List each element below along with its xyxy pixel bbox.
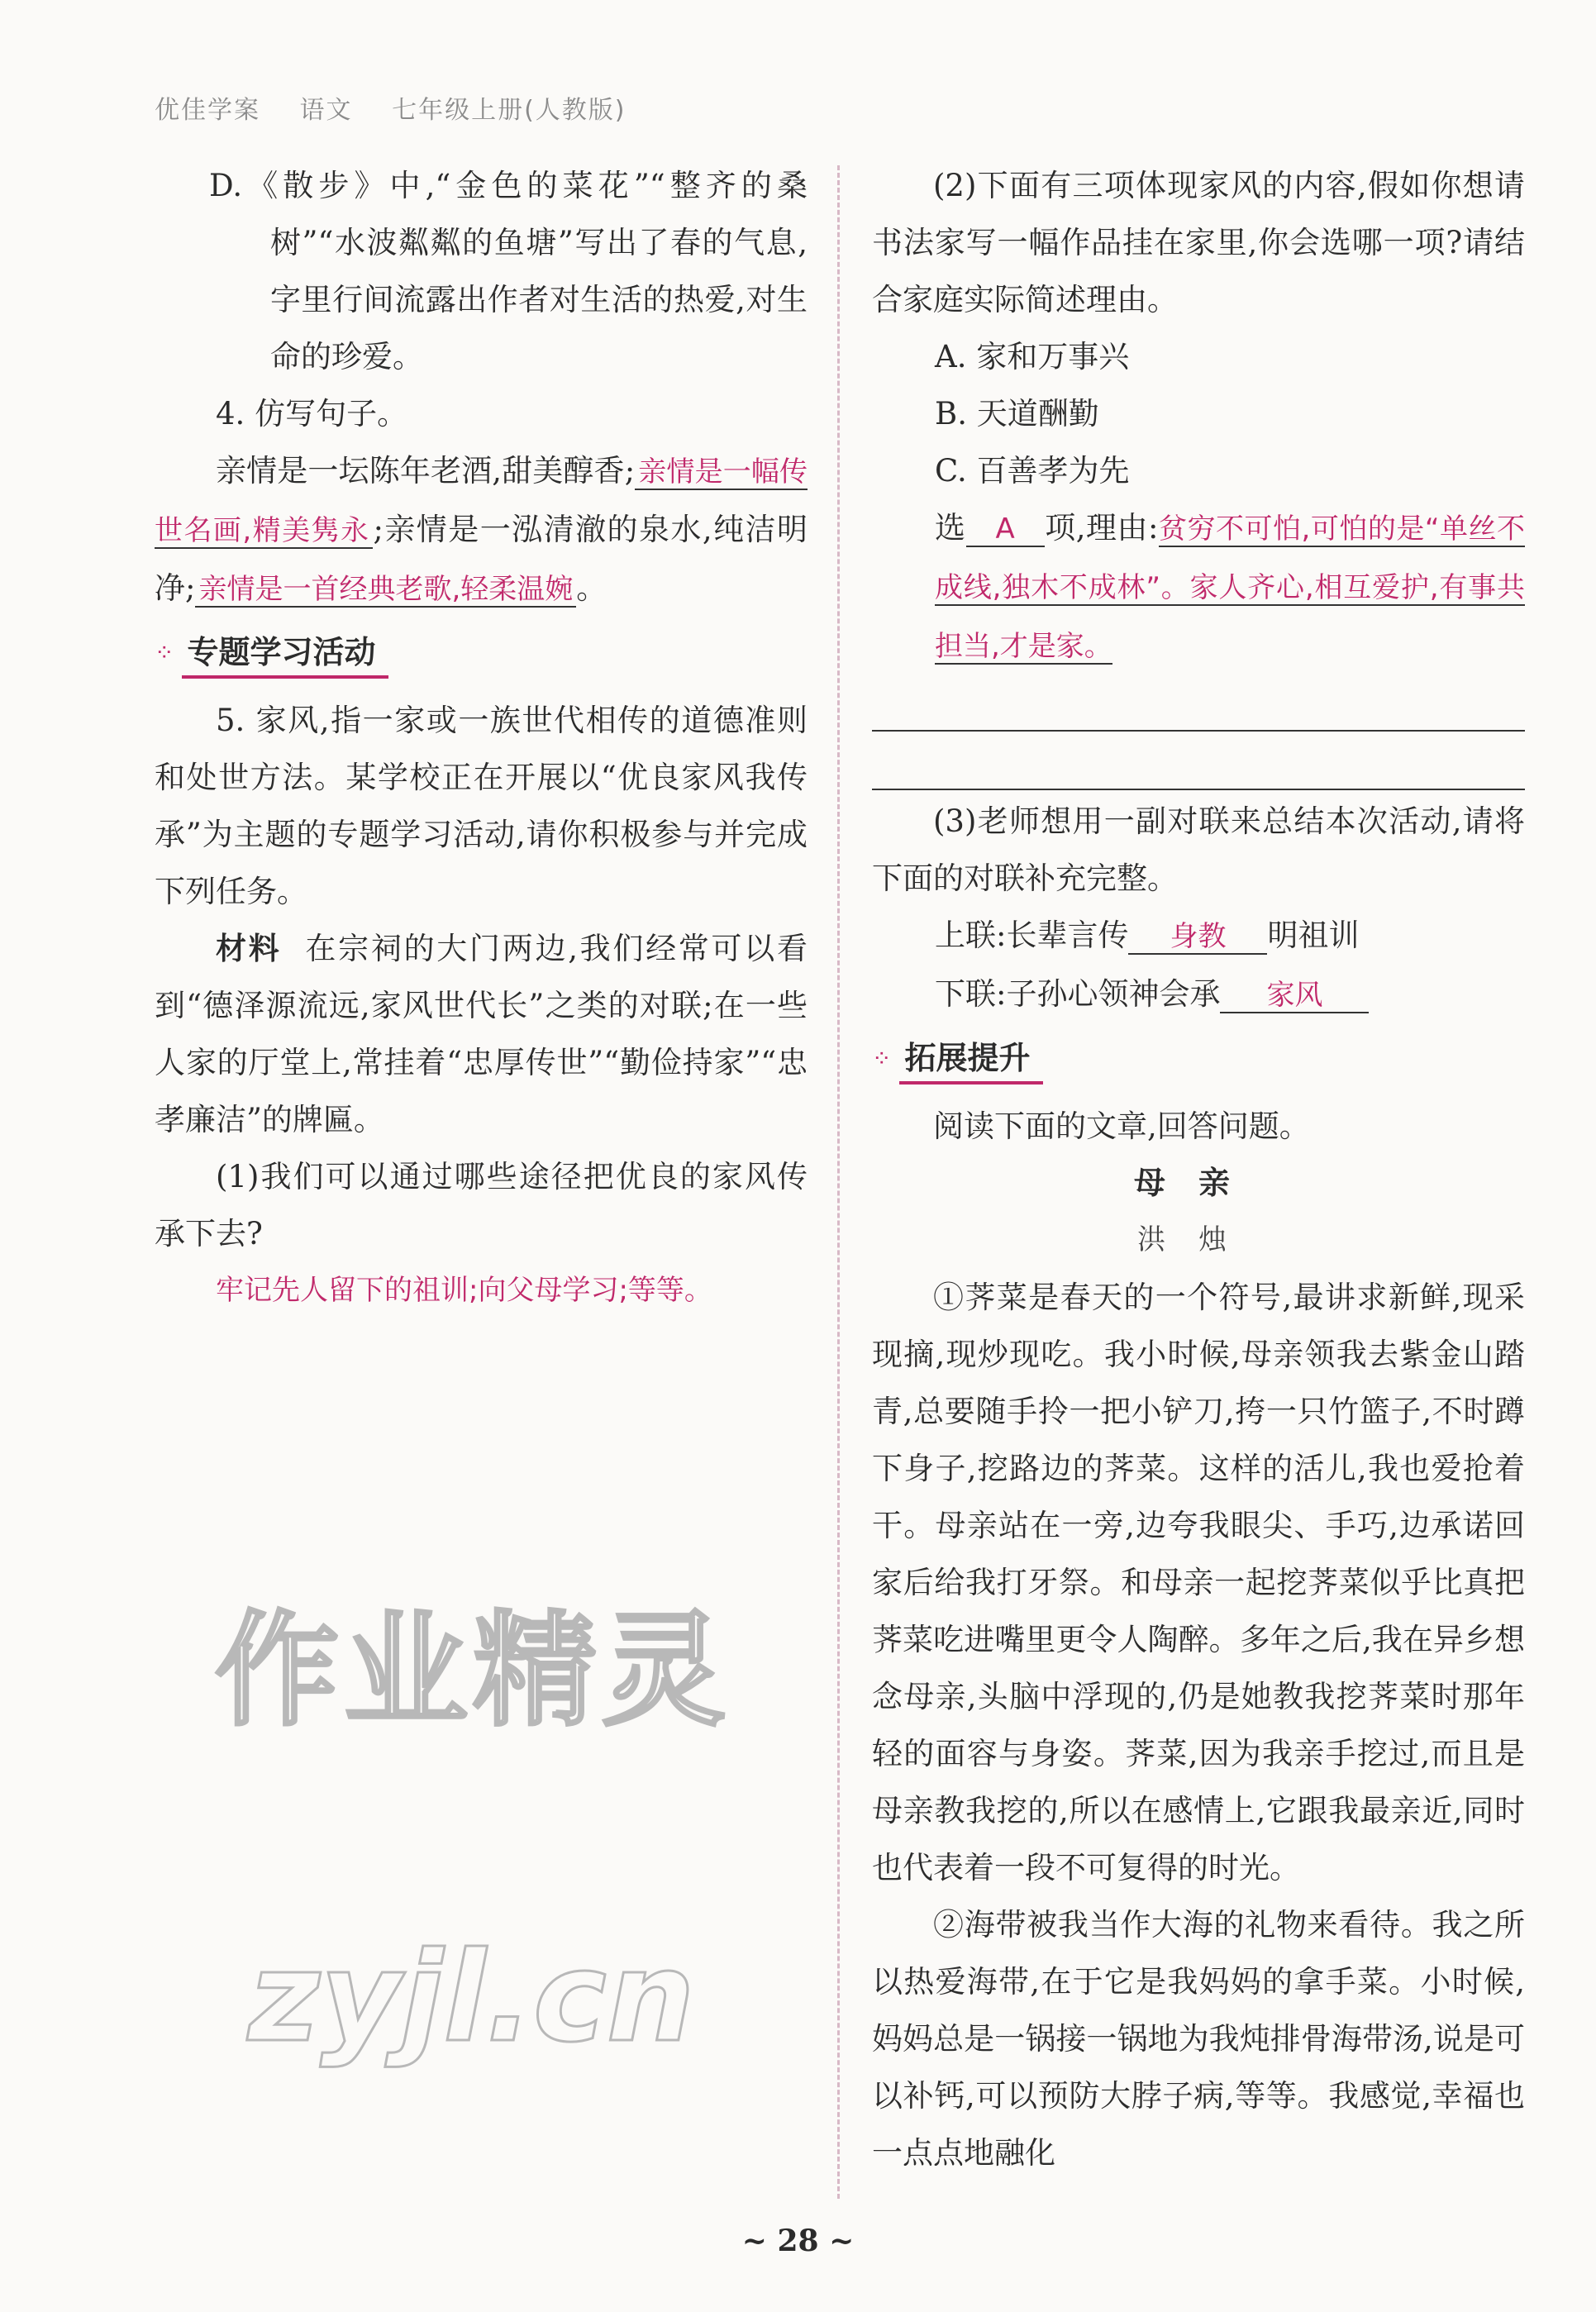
material-text: 在宗祠的大门两边,我们经常可以看到“德泽源流远,家风世代长”之类的对联;在一些人家的厅堂上,常挂着“忠厚传世”“勤俭持家”“忠孝廉洁”的牌匾。 [155,931,808,1137]
lower-couplet [872,965,1525,1024]
upper-answer: 身教 [1128,920,1267,955]
section-dots-icon: ⁘ [872,1045,892,1072]
header-book: 优佳学案 [155,96,260,125]
section-title: 专题学习活动 [182,627,388,679]
section-extension [872,1032,1525,1084]
option-b: B. 天道酬勤 [935,396,1099,431]
essay-paragraph-2: ②海带被我当作大海的礼物来看待。我之所以热爱海带,在于它是我妈妈的拿手菜。小时候,妈妈总是一锅接一锅地为我炖排骨海带汤,说是可以补钙,可以预防大脖子病,等等。我感觉,幸福也一点点地融化 [872,1907,1525,2171]
option-c: C. 百善孝为先 [935,453,1130,489]
question-5: 5. 家风,指一家或一族世代相传的道德准则和处世方法。某学校正在开展以“优良家风我传承”为主题的专题学习活动,请你积极参与并完成下列任务。 [155,703,808,909]
section-title: 拓展提升 [899,1032,1043,1084]
header-subject: 语文 [299,96,353,125]
reason-answer: 贫穷不可怕,可怕的是“单丝不成线,独木不成林”。家人齐心,相互爱护,有事共担当,才是家。 [935,512,1526,663]
question-4-body [155,442,808,618]
upper-couplet [872,907,1525,965]
question-5-3: (3)老师想用一副对联来总结本次活动,请将下面的对联补充完整。 [872,803,1525,896]
section-dots-icon: ⁘ [155,639,174,666]
q4-mid: ;亲情是一泓清澈的泉水,纯洁明净; [155,512,808,606]
choice-line [872,499,1525,675]
answer-blank-line [872,675,1525,732]
choice-mid: 项,理由: [1044,510,1159,546]
material [155,920,808,1148]
q4-end: 。 [576,570,607,606]
column-divider [837,165,840,2199]
question-5-1: (1)我们可以通过哪些途径把优良的家风传承下去? [155,1159,808,1251]
question-5-1-answer: 牢记先人留下的祖训;向父母学习;等等。 [216,1274,712,1307]
q4-answer-1: 亲情是一幅传世名画,精美隽永 [155,455,808,547]
choice-answer: A [966,512,1045,547]
essay-author: 洪烛 [1137,1223,1260,1256]
option-d: D.《散步》中,“金色的菜花”“整齐的桑树”“水波粼粼的鱼塘”写出了春的气息,字里行间流露出作者对生活的热爱,对生命的珍爱。 [209,168,808,374]
choice-prefix: 选 [935,510,966,546]
essay-title: 母亲 [1133,1165,1263,1201]
q4-answer-2: 亲情是一首经典老歌,轻柔温婉 [195,573,576,608]
answer-blank-line [872,734,1525,790]
lower-prefix: 下联:子孙心领神会承 [935,976,1221,1012]
material-label: 材料 [216,931,282,966]
upper-suffix: 明祖训 [1267,918,1360,953]
option-a: A. 家和万事兴 [935,339,1130,374]
left-column [155,157,808,1319]
watermark-url: zyjl.cn [248,1926,695,2070]
question-5-2: (2)下面有三项体现家风的内容,假如你想请书法家写一幅作品挂在家里,你会选哪一项?请结合家庭实际简述理由。 [872,168,1525,317]
page-number: ~ 28 ~ [741,2224,855,2258]
essay-paragraph-1: ①荠菜是春天的一个符号,最讲求新鲜,现采现摘,现炒现吃。我小时候,母亲领我去紫金山踏青,总要随手拎一把小铲刀,挎一只竹篮子,不时蹲下身子,挖路边的荠菜。这样的活儿,我也爱抢着干。母亲站在一旁,边夸我眼尖、手巧,边承诺回家后给我打牙祭。和母亲一起挖荠菜似乎比真把荠菜吃进嘴里更令人陶醉。多年之后,我在异乡想念母亲,头脑中浮现的,仍是她教我挖荠菜时那年轻的面容与身姿。荠菜,因为我亲手挖过,而且是母亲教我挖的,所以在感情上,它跟我最亲近,同时也代表着一段不可复得的时光。 [872,1280,1525,1885]
read-prompt: 阅读下面的文章,回答问题。 [933,1108,1310,1144]
question-4: 4. 仿写句子。 [216,396,408,431]
page-header [155,89,656,126]
q4-prefix: 亲情是一坛陈年老酒,甜美醇香; [216,453,636,489]
watermark-logo: 作业精灵 [215,1599,731,1743]
right-column [872,157,1525,2181]
upper-prefix: 上联:长辈言传 [935,918,1129,953]
lower-answer: 家风 [1220,979,1369,1013]
header-grade: 七年级上册(人教版) [392,96,626,125]
section-topic-study [155,627,808,679]
